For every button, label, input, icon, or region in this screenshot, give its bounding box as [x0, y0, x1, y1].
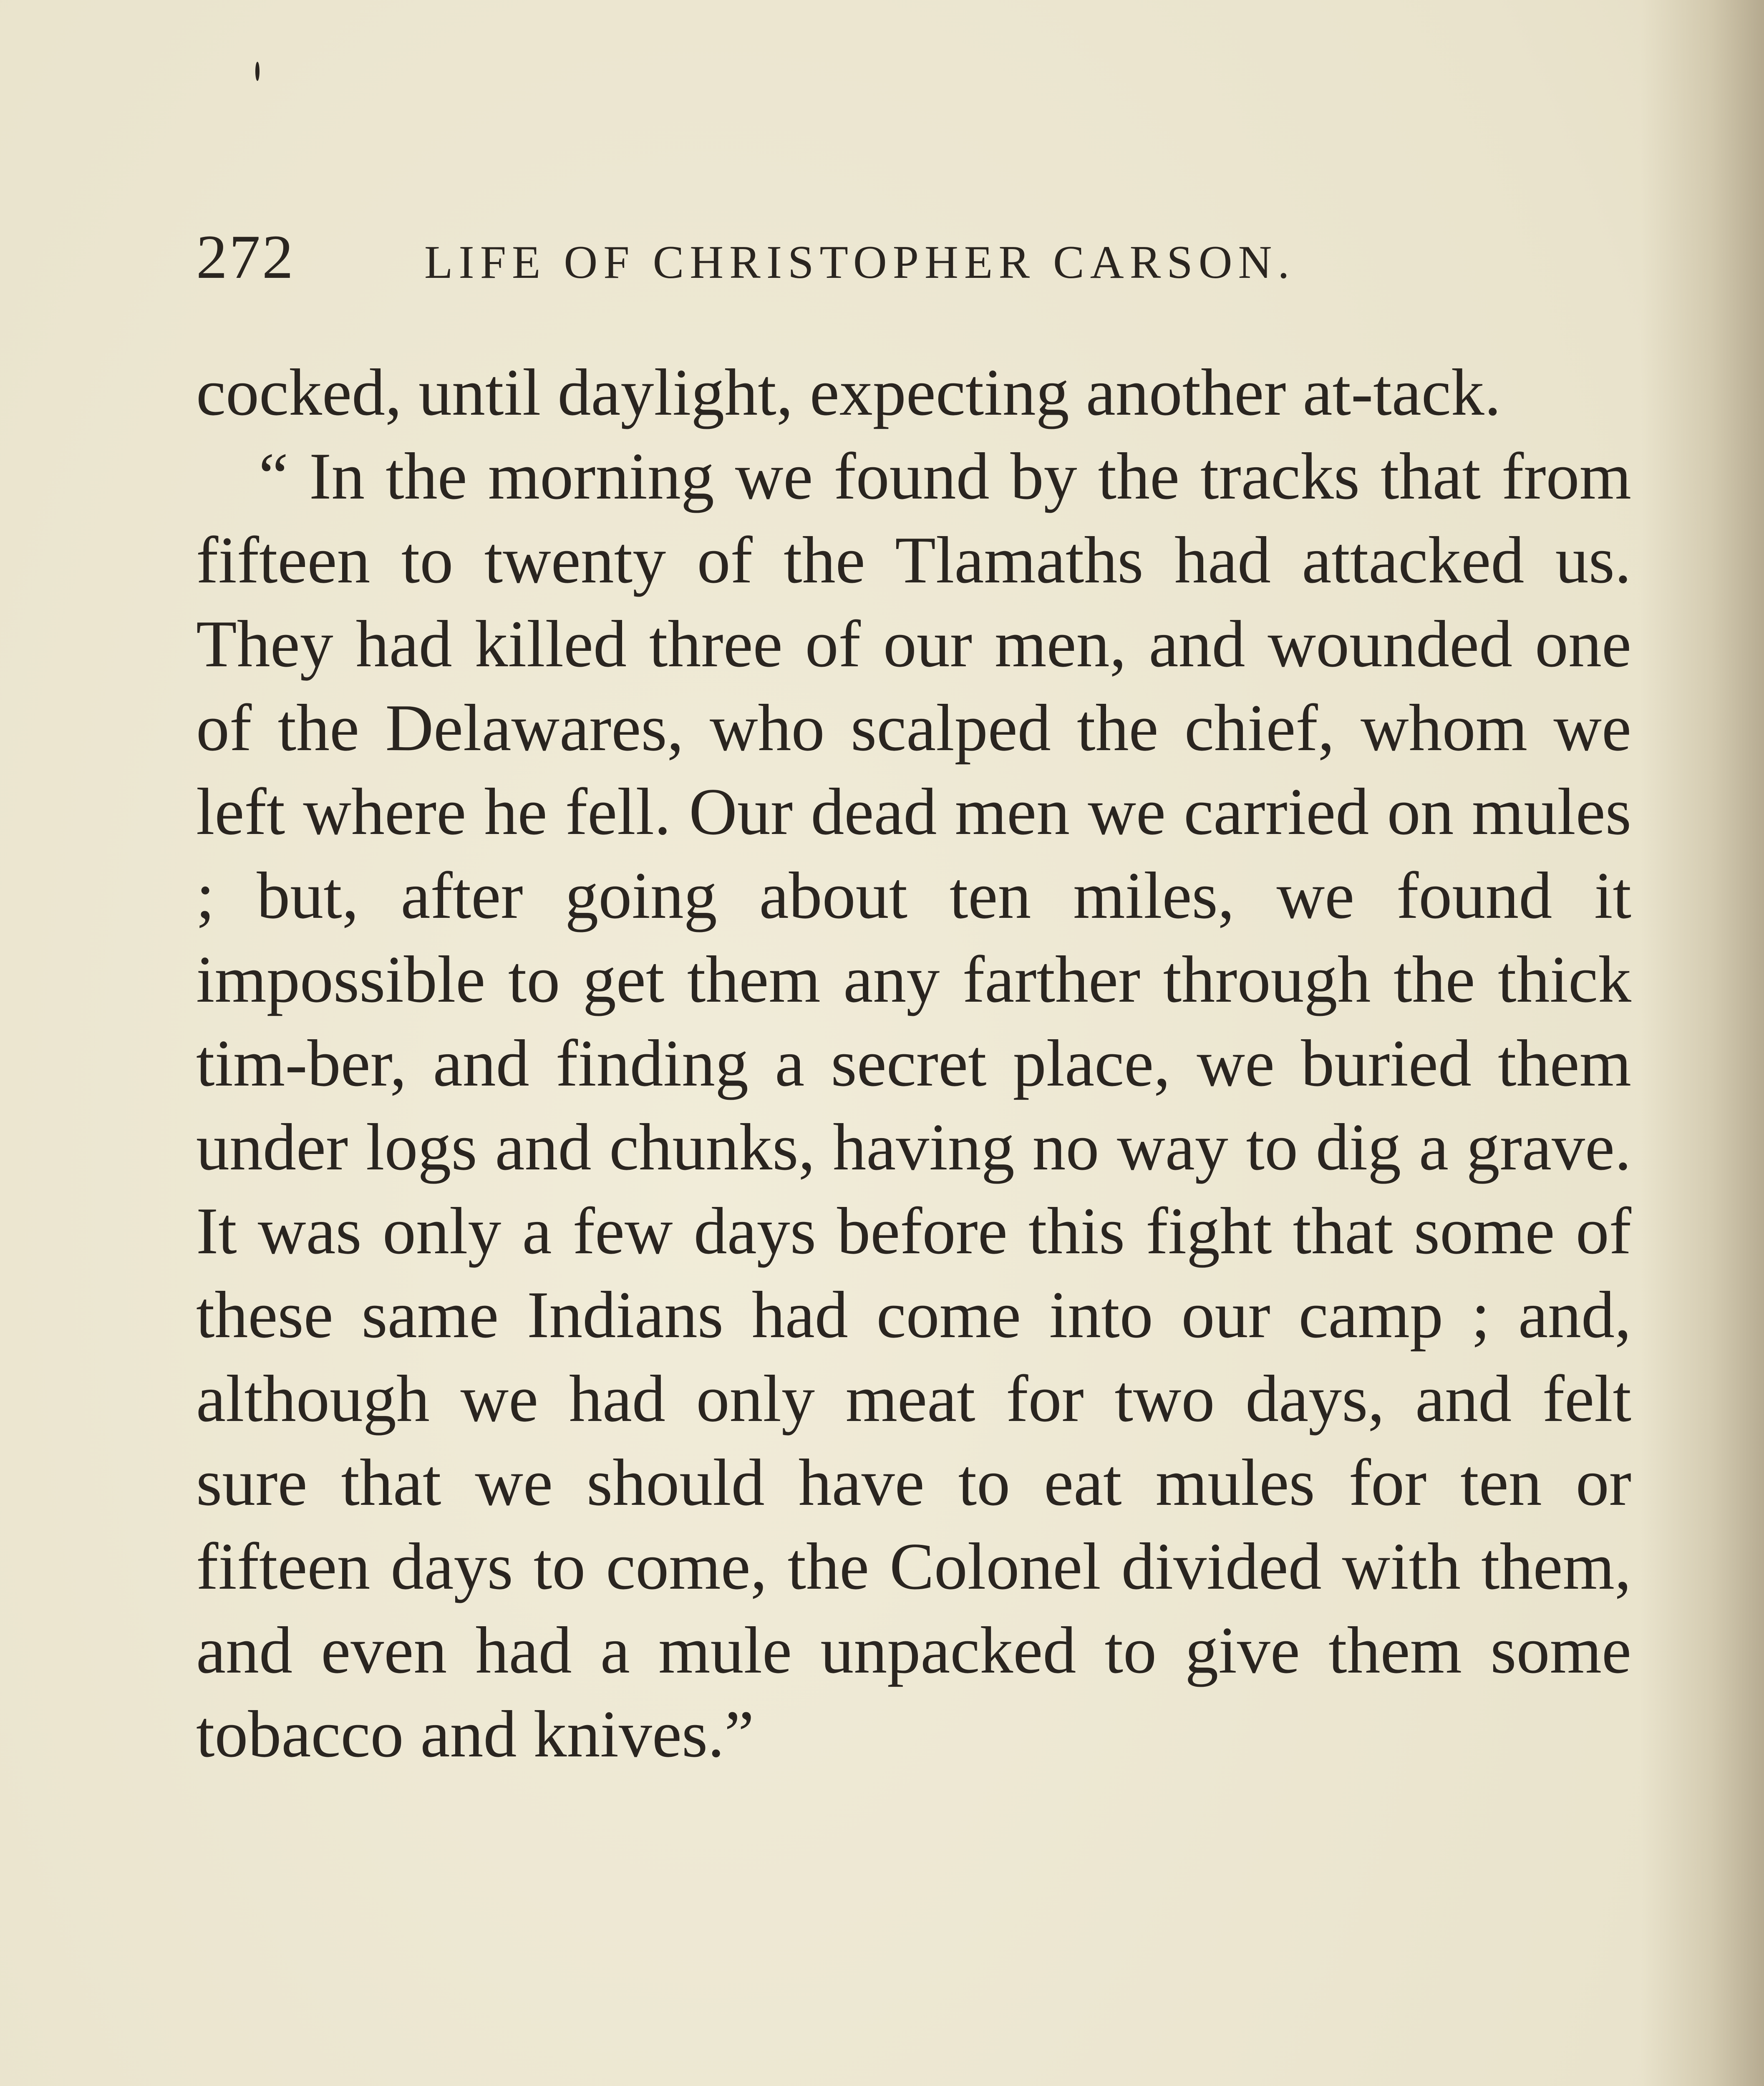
paragraph-continued: cocked, until daylight, expecting another at-tack. — [196, 355, 1501, 429]
print-speck — [255, 62, 260, 81]
paragraph-quote: “ In the morning we found by the tracks that from fifteen to twenty of the Tlamaths had attacked us. They had killed three of our men, and wounded one of the Delawares, who scalped the chief, whom we left where he fell. Our dead men we carried on mules ; but, after going about ten miles, we found it impossible to get them any farther through the thick tim-ber, and finding a secret place, we buried them under logs and chunks, having no way to dig a grave. It was only a few days before this fight that some of these same Indians had come into our camp ; and, although we had only meat for two days, and felt sure that we should have to eat mules for ten or fifteen days to come, the Colonel divided with them, and even had a mule unpacked to give them some tobacco and knives.” — [196, 439, 1631, 1771]
running-title: LIFE OF CHRISTOPHER CARSON. — [424, 237, 1295, 288]
body-text — [196, 350, 1631, 1776]
running-head — [196, 221, 1635, 296]
page-number: 272 — [196, 222, 295, 292]
